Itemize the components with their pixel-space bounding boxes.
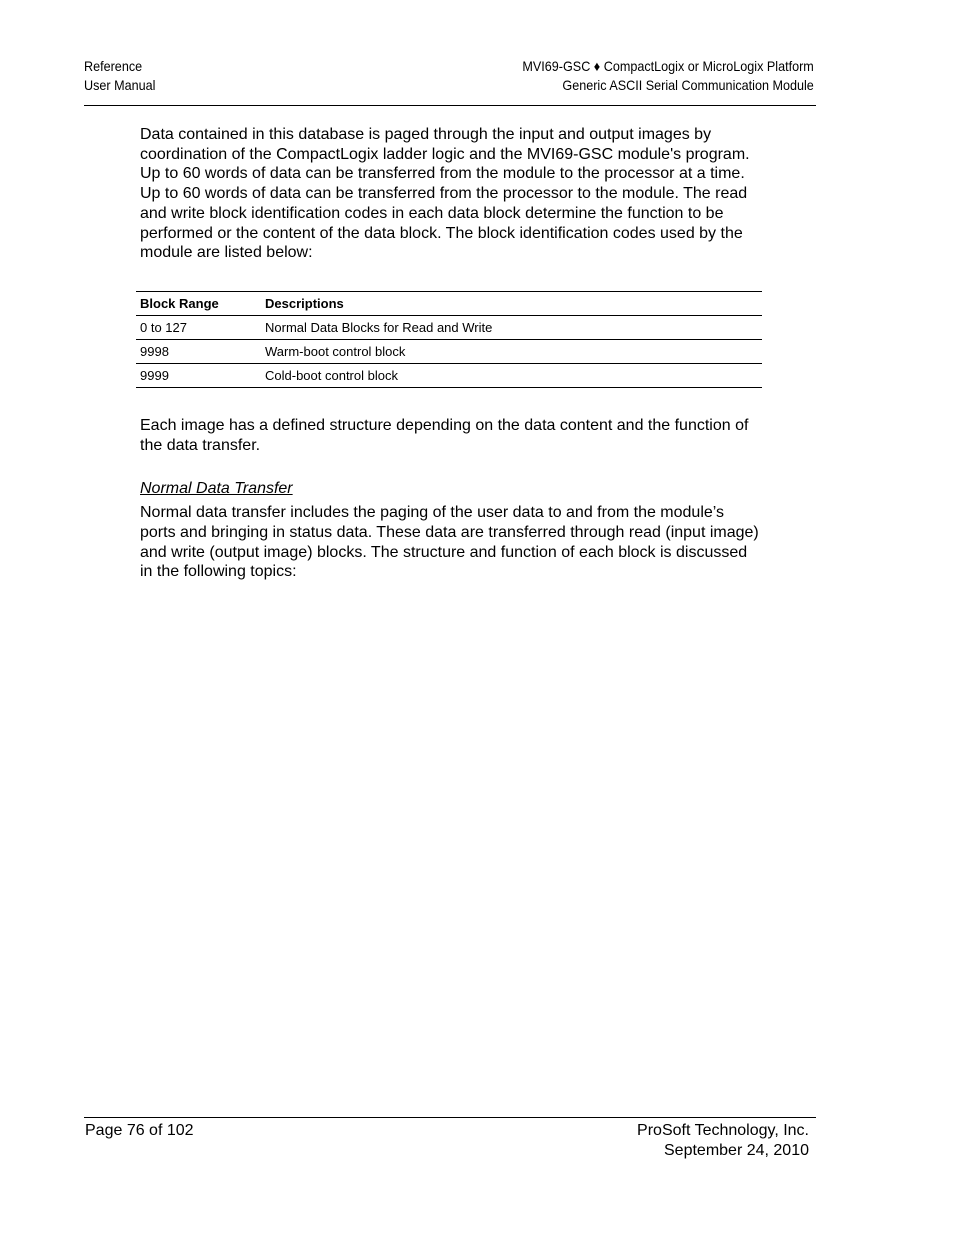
header-product-title: MVI69-GSC ♦ CompactLogix or MicroLogix Platform bbox=[522, 58, 814, 74]
header-right bbox=[523, 57, 814, 95]
column-header-block-range: Block Range bbox=[136, 291, 261, 315]
table-cell-description: Normal Data Blocks for Read and Write bbox=[261, 315, 762, 339]
page-number: Page 76 of 102 bbox=[85, 1122, 194, 1139]
section-subheading: Normal Data Transfer bbox=[140, 480, 293, 498]
table-cell-block-range: 9999 bbox=[136, 363, 261, 387]
table-row bbox=[136, 363, 762, 387]
table-cell-block-range: 0 to 127 bbox=[136, 315, 261, 339]
page-header bbox=[84, 57, 816, 106]
table-cell-block-range: 9998 bbox=[136, 339, 261, 363]
block-code-table bbox=[136, 291, 762, 388]
table-cell-description: Warm-boot control block bbox=[261, 339, 762, 363]
normal-transfer-paragraph: Normal data transfer includes the paging of the user data to and from the module’s ports and bringing in status data. These data are transferred through read (input image) and write (output image) blocks. The structure and function of each block is discussed in the following topics: bbox=[140, 504, 759, 581]
structure-paragraph: Each image has a defined structure depending on the data content and the function of the data transfer. bbox=[140, 416, 749, 454]
intro-paragraph: Data contained in this database is paged through the input and output images by coordination of the CompactLogix ladder logic and the MVI69-GSC module's program. Up to 60 words of data can be transferred from the module to the processor at a time. Up to 60 words of data can be transferred from the processor to the module. The read and write block identification codes in each data block determine the function to be performed or the content of the data block. The block identification codes used by the module are listed below: bbox=[140, 126, 750, 262]
header-left bbox=[84, 57, 155, 95]
publication-date: September 24, 2010 bbox=[664, 1141, 809, 1159]
table-cell-description: Cold-boot control block bbox=[261, 363, 762, 387]
footer-right bbox=[637, 1121, 809, 1160]
header-section-label: Reference bbox=[84, 58, 143, 74]
company-name: ProSoft Technology, Inc. bbox=[637, 1122, 809, 1139]
header-product-subtitle: Generic ASCII Serial Communication Module bbox=[562, 77, 814, 93]
table-row bbox=[136, 315, 762, 339]
table-header-row bbox=[136, 291, 762, 315]
column-header-descriptions: Descriptions bbox=[261, 291, 762, 315]
page-footer bbox=[84, 1117, 816, 1159]
page-content bbox=[140, 125, 762, 582]
header-manual-label: User Manual bbox=[84, 77, 156, 93]
table-row bbox=[136, 339, 762, 363]
